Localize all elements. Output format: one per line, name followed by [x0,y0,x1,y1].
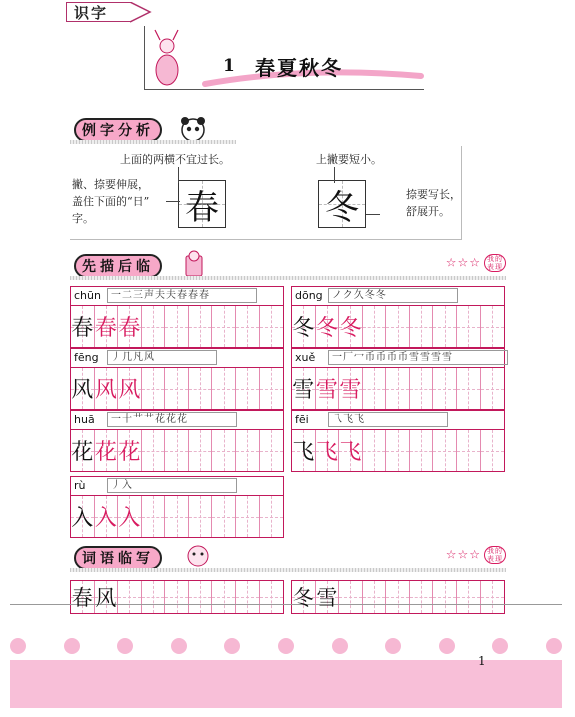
blank-writing-cell[interactable] [363,368,387,409]
word-block [291,580,505,614]
model-char-cell [71,368,95,409]
model-char-cell [292,430,316,471]
blank-writing-cell[interactable] [165,306,189,347]
divider [70,140,236,144]
blank-writing-cell[interactable] [386,430,410,471]
trace-char-cell [95,496,119,537]
trace-char: 飞 [339,440,362,465]
section-tag [66,2,152,24]
leader-line [366,214,380,215]
trace-char: 入 [118,506,141,531]
arrow-icon [130,2,152,24]
blank-writing-cell[interactable] [212,581,236,613]
blank-writing-cell[interactable] [433,368,457,409]
note-left: 撇、捺要伸展， 盖住下面的“日” 字。 [72,178,150,225]
performance-badge: 我的表现 [484,546,506,564]
blank-writing-cell[interactable] [260,368,284,409]
blank-writing-cell[interactable] [212,306,236,347]
blank-writing-cell[interactable] [236,430,260,471]
blank-writing-cell[interactable] [457,306,481,347]
star-icons: ☆☆☆ [445,547,481,562]
model-char: 冬 [292,316,315,341]
blank-writing-cell[interactable] [236,581,260,613]
performance-badge: 我的表现 [484,254,506,272]
blank-writing-cell[interactable] [433,306,457,347]
model-char: 风 [71,378,94,403]
trace-char: 冬 [315,316,338,341]
stroke-order: 丿入 [107,478,237,493]
blank-writing-cell[interactable] [165,368,189,409]
trace-char-cell [95,306,119,347]
blank-writing-cell[interactable] [165,430,189,471]
model-char: 入 [71,506,94,531]
leader-line [166,201,180,202]
stroke-order: 一厂冖币币币币雪雪雪雪 [328,350,508,365]
lesson-number: 1 [223,56,235,76]
blank-writing-cell[interactable] [481,306,505,347]
practice-block [70,410,284,472]
trace-char-cell [316,306,340,347]
example-char-2: 冬 [325,187,359,228]
trace-char-cell [316,368,340,409]
blank-writing-cell[interactable] [363,430,387,471]
blank-writing-cell[interactable] [457,430,481,471]
blank-writing-cell[interactable] [410,368,434,409]
blank-writing-cell[interactable] [457,368,481,409]
blank-writing-cell[interactable] [363,581,387,613]
practice-block [291,410,505,472]
stroke-order: 丿几凡风 [107,350,217,365]
practice-block [70,348,284,410]
blank-writing-cell[interactable] [386,581,410,613]
model-char-cell [292,368,316,409]
blank-writing-cell[interactable] [142,581,166,613]
lesson-title-block [144,26,424,90]
model-char-cell [292,306,316,347]
analysis-title-text: 例字分析 [74,118,162,142]
blank-writing-cell[interactable] [260,496,284,537]
blank-writing-cell[interactable] [212,496,236,537]
trace-section-header [70,250,506,280]
blank-writing-cell[interactable] [189,306,213,347]
pinyin-label: huā [74,413,95,426]
trace-char-cell [339,368,363,409]
blank-writing-cell[interactable] [457,581,481,613]
model-char: 雪 [292,378,315,403]
practice-block [291,348,505,410]
example-char-box-2 [318,180,366,228]
blank-writing-cell[interactable] [260,581,284,613]
note-top-right: 上撇要短小。 [316,153,382,166]
model-char-cell [71,496,95,537]
trace-char: 春 [118,316,141,341]
trace-char-cell [118,496,142,537]
page-number: 1 [478,654,486,668]
pinyin-label: fēng [74,351,99,364]
model-char: 飞 [292,440,315,465]
blank-writing-cell[interactable] [118,581,142,613]
word-char-cell [292,581,316,613]
analysis-section-header [70,114,236,144]
word-char-cell [71,581,95,613]
model-char: 花 [71,440,94,465]
blank-writing-cell[interactable] [481,368,505,409]
example-char-1: 春 [185,187,219,228]
blank-writing-cell[interactable] [189,368,213,409]
word-char: 雪 [316,586,338,610]
trace-char: 入 [94,506,117,531]
note-right: 捺要写长， 舒展开。 [406,188,461,218]
blank-writing-cell[interactable] [142,368,166,409]
blank-writing-cell[interactable] [433,430,457,471]
trace-char-cell [95,368,119,409]
pinyin-label: chūn [74,289,101,302]
blank-writing-cell[interactable] [363,306,387,347]
blank-writing-cell[interactable] [386,306,410,347]
practice-block [70,476,284,538]
blank-writing-cell[interactable] [236,368,260,409]
pinyin-label: dōng [295,289,323,302]
blank-writing-cell[interactable] [410,430,434,471]
trace-char: 雪 [315,378,338,403]
trace-char: 春 [94,316,117,341]
words-title [74,546,158,570]
word-char: 冬 [292,586,314,610]
words-title-text: 词语临写 [74,546,162,570]
stroke-order: 一二三声夫夫春春春 [107,288,257,303]
trace-title-text: 先描后临 [74,254,162,278]
trace-char-cell [316,430,340,471]
trace-char-cell [118,306,142,347]
word-char-cell [95,581,119,613]
mascot-icon [184,542,212,570]
blank-writing-cell[interactable] [260,306,284,347]
word-char: 风 [95,586,117,610]
word-block [70,580,284,614]
note-top-left: 上面的两横不宜过长。 [120,153,230,166]
trace-char: 风 [118,378,141,403]
tag-label: 识字 [74,4,109,22]
blank-writing-cell[interactable] [410,581,434,613]
star-icons: ☆☆☆ [445,255,481,270]
trace-char-cell [95,430,119,471]
analysis-title [74,118,158,142]
stroke-order: 乁飞飞 [328,412,448,427]
blank-writing-cell[interactable] [481,430,505,471]
word-char-cell [316,581,340,613]
blank-writing-cell[interactable] [236,496,260,537]
pinyin-label: xuě [295,351,316,364]
example-char-box-1 [178,180,226,228]
practice-block [291,286,505,348]
trace-char-cell [339,306,363,347]
divider [70,276,506,280]
blank-writing-cell[interactable] [481,581,505,613]
blank-writing-cell[interactable] [142,430,166,471]
blank-writing-cell[interactable] [339,581,363,613]
divider [70,568,506,572]
word-char: 春 [71,586,93,610]
blank-writing-cell[interactable] [165,581,189,613]
trace-char-cell [118,430,142,471]
lesson-title: 春夏秋冬 [255,56,343,80]
blank-writing-cell[interactable] [212,368,236,409]
pinyin-label: rù [74,479,86,492]
words-section-header [70,542,506,572]
blank-writing-cell[interactable] [212,430,236,471]
pinyin-label: fēi [295,413,309,426]
analysis-panel [70,146,462,240]
rating-stars [446,546,506,564]
rating-stars [446,254,506,272]
trace-char: 雪 [339,378,362,403]
blank-writing-cell[interactable] [189,496,213,537]
trace-char: 飞 [315,440,338,465]
blank-writing-cell[interactable] [165,496,189,537]
practice-block [70,286,284,348]
blank-writing-cell[interactable] [189,581,213,613]
model-char: 春 [71,316,94,341]
trace-char: 冬 [339,316,362,341]
blank-writing-cell[interactable] [260,430,284,471]
trace-char-cell [118,368,142,409]
blank-writing-cell[interactable] [236,306,260,347]
blank-writing-cell[interactable] [410,306,434,347]
stroke-order: 一十艹艹花花花 [107,412,237,427]
stroke-order: ノク久冬冬 [328,288,458,303]
trace-title [74,254,158,278]
trace-char: 花 [94,440,117,465]
blank-writing-cell[interactable] [433,581,457,613]
blank-writing-cell[interactable] [189,430,213,471]
trace-char: 风 [94,378,117,403]
blank-writing-cell[interactable] [386,368,410,409]
trace-char: 花 [118,440,141,465]
blank-writing-cell[interactable] [142,496,166,537]
model-char-cell [71,306,95,347]
blank-writing-cell[interactable] [142,306,166,347]
trace-char-cell [339,430,363,471]
model-char-cell [71,430,95,471]
writing-mascot-icon [182,250,208,278]
